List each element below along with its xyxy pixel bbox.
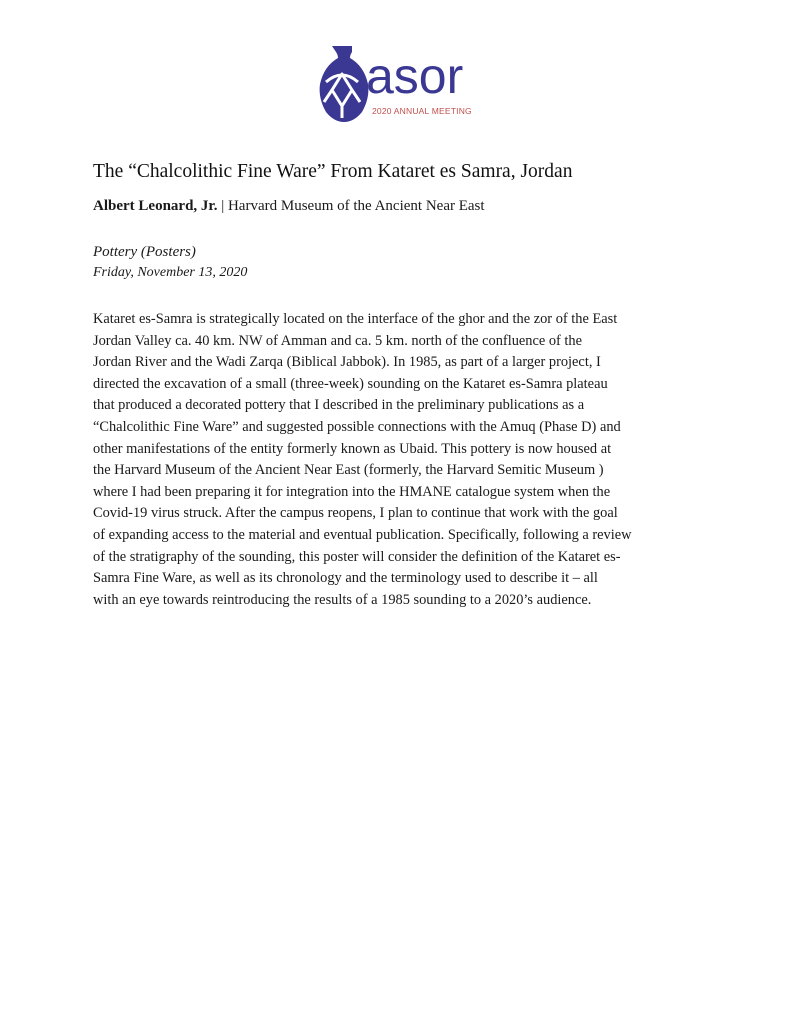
session-name: Pottery (Posters) (93, 244, 196, 260)
abstract-line: the Harvard Museum of the Ancient Near East (formerly, the Harvard Semitic Museum ) (93, 462, 604, 479)
abstract-line: “Chalcolithic Fine Ware” and suggested possible connections with the Amuq (Phase D) and (93, 418, 621, 435)
abstract-line: Jordan Valley ca. 40 km. NW of Amman and ca. 5 km. north of the confluence of the (93, 332, 583, 349)
author-line (93, 198, 485, 215)
abstract-line: that produced a decorated pottery that I described in the preliminary publications as a (93, 397, 585, 414)
author-affiliation: Harvard Museum of the Ancient Near East (227, 198, 485, 214)
abstract-line: with an eye towards reintroducing the results of a 1985 sounding to a 2020’s audience. (93, 591, 592, 608)
abstract-line: Kataret es-Samra is strategically located on the interface of the ghor and the zor of the East (93, 311, 618, 327)
document-title: The “Chalcolithic Fine Ware” From Kataret es Samra, Jordan (93, 161, 573, 182)
abstract (93, 309, 703, 611)
abstract-line: Covid-19 virus struck. After the campus reopens, I plan to continue that work with the goal (93, 505, 618, 522)
abstract-line: Jordan River and the Wadi Zarqa (Biblical Jabbok). In 1985, as part of a larger project, I (93, 354, 601, 371)
logo-wordmark: asor (366, 48, 464, 104)
author-name: Albert Leonard, Jr. (93, 198, 218, 214)
asor-logo (312, 44, 492, 124)
abstract-line: Samra Fine Ware, as well as its chronology and the terminology used to describe it – all (93, 570, 598, 587)
abstract-line: directed the excavation of a small (three-week) sounding on the Kataret es-Samra plateau (93, 375, 608, 392)
abstract-line: of expanding access to the material and eventual publication. Specifically, following a review (93, 526, 632, 543)
abstract-line: other manifestations of the entity formerly known as Ubaid. This pottery is now housed at (93, 440, 612, 457)
abstract-line: where I had been preparing it for integration into the HMANE catalogue system when the (93, 483, 611, 500)
logo-subtitle: 2020 ANNUAL MEETING (372, 106, 472, 116)
author-separator: | (221, 198, 225, 214)
abstract-line: of the stratigraphy of the sounding, this poster will consider the definition of the Kataret es- (93, 548, 621, 565)
session-date: Friday, November 13, 2020 (93, 265, 248, 280)
